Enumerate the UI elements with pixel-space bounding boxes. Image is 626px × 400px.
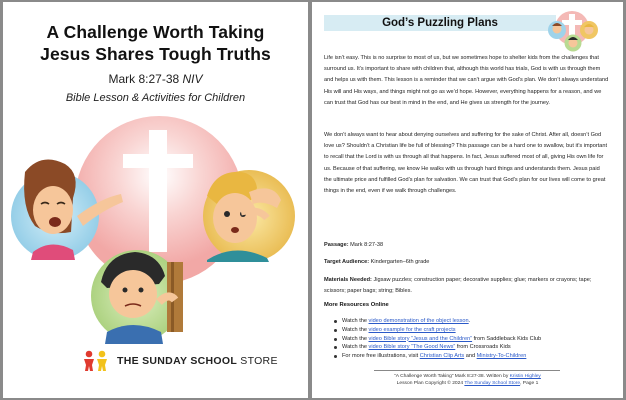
lesson-page: [312, 2, 623, 398]
cover-title-line1: A Challenge Worth Taking: [46, 22, 265, 42]
reference-text: Mark 8:27-38: [108, 72, 180, 86]
lesson-header-band: [324, 15, 556, 31]
brand-logo: [81, 350, 278, 372]
good-news-video-link[interactable]: video Bible story “The Good News”: [368, 344, 456, 351]
cover-subtitle: Bible Lesson & Activities for Children: [65, 92, 246, 104]
more-resources-heading: More Resources Online: [324, 302, 389, 308]
header-illustration-icon: [546, 8, 606, 52]
jesus-and-children-video-link[interactable]: video Bible story “Jesus and the Children”: [368, 335, 473, 342]
lesson-title: God’s Puzzling Plans: [382, 17, 498, 29]
resources-list: [334, 317, 604, 361]
intro-paragraph-2: We don’t always want to hear about denying ourselves and suffering for the sake of Christ. After all, doesn’t God love us? Shouldn’t a Christian life be full of blessing? This passage can be a hard one to swallow, but it’s important to recall that the Lord is with us through all that happens. In fact, Jesus suffered most of all, giving His own life for us. Because of that suffering, we know He walks with us through hard things and understands them. Jesus paid the ultimate price and fulfilled God’s plan for salvation. We can trust that God’s plan for our lives will come to great things in the end, even if we walk through challenges.: [324, 132, 608, 195]
christian-clip-arts-link[interactable]: Christian Clip Arts: [419, 353, 465, 360]
cross-horizontal: [123, 154, 193, 168]
materials-needed-field: Materials Needed: Jigsaw puzzles; construction paper; decorative supplies; glue; markers or crayons; tape; scissors; paper bags; string; Bibles.: [324, 277, 592, 295]
passage-field: Passage: Mark 8:27-38: [324, 242, 384, 248]
resource-item: Watch the video Bible story “The Good News” from Crossroads Kids: [334, 343, 604, 352]
footer-divider: [374, 370, 560, 371]
resource-item: For more free illustrations, visit Christian Clip Arts and Ministry-To-Children: [334, 352, 604, 361]
brand-name: THE SUNDAY SCHOOL STORE: [117, 355, 278, 367]
target-audience-field: Target Audience: Kindergarten–6th grade: [324, 259, 430, 265]
cover-title-line2: Jesus Shares Tough Truths: [40, 44, 271, 64]
footer-line-2: Lesson Plan Copyright © 2024 The Sunday School Store, Page 1: [396, 381, 539, 386]
translation-text: NIV: [182, 72, 203, 86]
resource-item: Watch the video Bible story “Jesus and the Children” from Saddleback Kids Club: [334, 335, 604, 344]
footer-line-1: “A Challenge Worth Taking” Mark 8:27-38. Written by Kristin Highley: [394, 374, 541, 379]
author-link[interactable]: Kristin Highley: [509, 374, 541, 379]
ministry-to-children-link[interactable]: Ministry-To-Children: [476, 353, 527, 360]
craft-video-link[interactable]: video example for the craft projects: [368, 326, 456, 333]
cover-page: [3, 2, 308, 398]
site-link[interactable]: The Sunday School Store: [464, 381, 521, 386]
cross-vertical: [149, 130, 167, 252]
cover-scripture-reference: [3, 72, 308, 86]
intro-paragraph-1: Life isn’t easy. This is no surprise to most of us, but we sometimes hope to shelter kids from the challenges that surround us. It’s important to share with children that, although this world has trials, God is with us through them and helps us with them. This lesson is a reminder that we can’t argue with God’s plan. We don’t always understand His will and His ways, and things might not go as we’d hope. However, everything happens for a reason, and we can trust that God has our best in mind in the end, and He gives us strength for the journey.: [324, 55, 609, 106]
cover-illustration: [11, 112, 303, 344]
object-lesson-video-link[interactable]: video demonstration of the object lesson: [368, 318, 469, 324]
resource-item: Watch the video demonstration of the object lesson.: [334, 317, 604, 326]
kids-logo-icon: [81, 350, 111, 372]
resource-item: Watch the video example for the craft projects: [334, 326, 604, 335]
